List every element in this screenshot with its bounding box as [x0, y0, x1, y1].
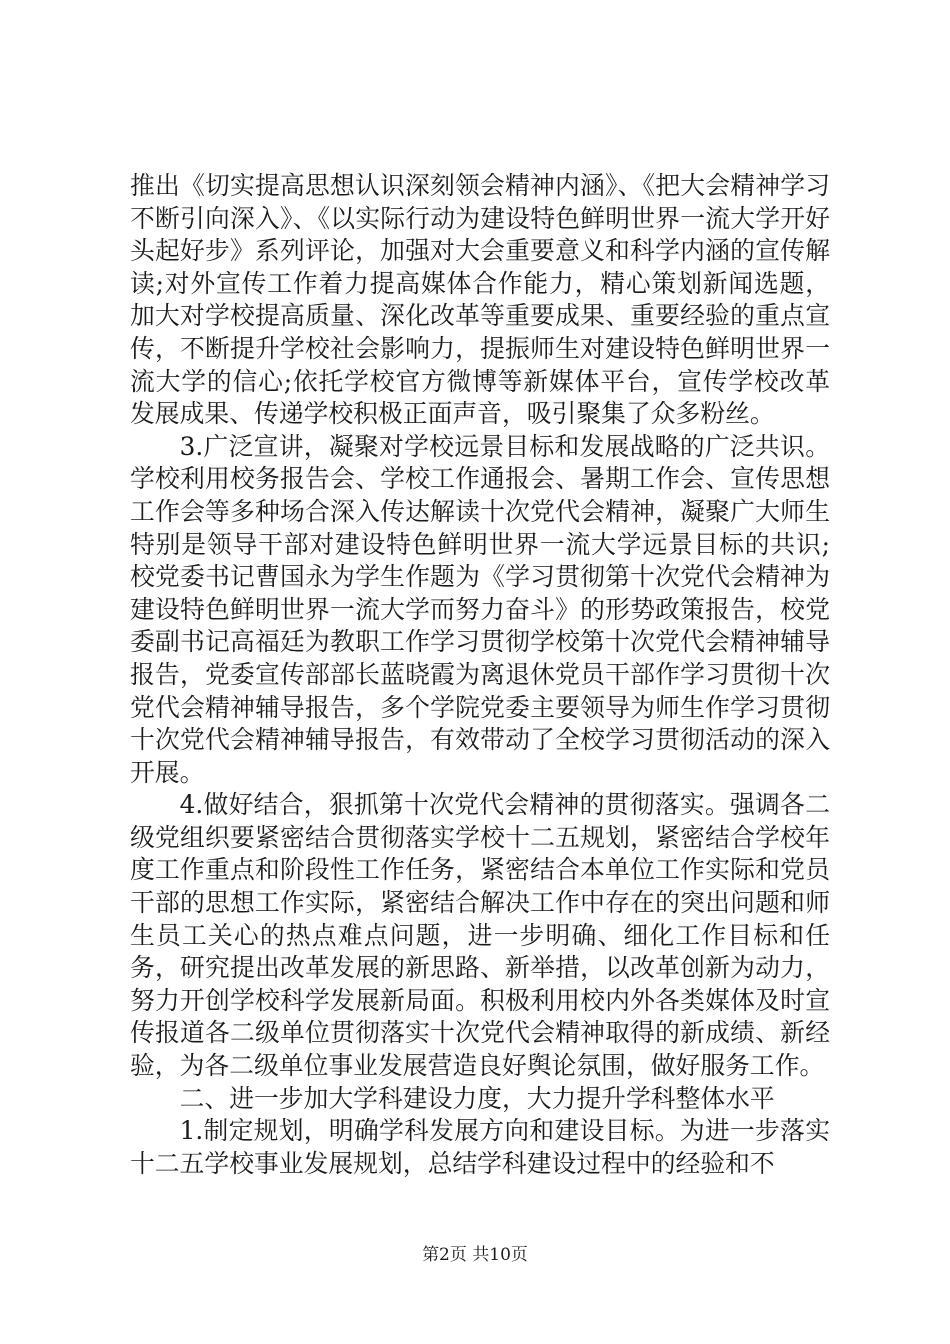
paragraph-item-1: 1.制定规划，明确学科发展方向和建设目标。为进一步落实十二五学校事业发展规划，总结学科建设过程中的经验和不 — [130, 1116, 830, 1178]
page-footer: 第2页 共10页 — [422, 1245, 528, 1265]
paragraph-continuation: 推出《切实提高思想认识深刻领会精神内涵》、《把大会精神学习不断引向深入》、《以实际行动为建设特色鲜明世界一流大学开好头起好步》系列评论，加强对大会重要意义和科学内涵的宣传解读;对外宣传工作着力提高媒体合作能力，精心策划新闻选题，加大对学校提高质量、深化改革等重要成果、重要经验的重点宣传，不断提升学校社会影响力，提振师生对建设特色鲜明世界一流大学的信心;依托学校官方微博等新媒体平台，宣传学校改革发展成果、传递学校积极正面声音，吸引聚集了众多粉丝。 — [130, 171, 830, 429]
document-body — [130, 170, 830, 1180]
paragraph-item-3: 3.广泛宣讲，凝聚对学校远景目标和发展战略的广泛共识。学校利用校务报告会、学校工作通报会、暑期工作会、宣传思想工作会等多种场合深入传达解读十次党代会精神，凝聚广大师生特别是领导干部对建设特色鲜明世界一流大学远景目标的共识;校党委书记曹国永为学生作题为《学习贯彻第十次党代会精神为建设特色鲜明世界一流大学而努力奋斗》的形势政策报告，校党委副书记高福廷为教职工作学习贯彻学校第十次党代会精神辅导报告，党委宣传部部长蓝晓霞为离退休党员干部作学习贯彻十次党代会精神辅导报告，多个学院党委主要领导为师生作学习贯彻十次党代会精神辅导报告，有效带动了全校学习贯彻活动的深入开展。 — [130, 431, 830, 787]
paragraph-item-4: 4.做好结合，狠抓第十次党代会精神的贯彻落实。强调各二级党组织要紧密结合贯彻落实学校十二五规划，紧密结合学校年度工作重点和阶段性工作任务，紧密结合本单位工作实际和党员干部的思想工作实际，紧密结合解决工作中存在的突出问题和师生员工关心的热点难点问题，进一步明确、细化工作目标和任务，研究提出改革发展的新思路、新举措，以改革创新为动力，努力开创学校科学发展新局面。积极利用校内外各类媒体及时宣传报道各二级单位贯彻落实十次党代会精神取得的新成绩、新经验，为各二级单位事业发展营造良好舆论氛围，做好服务工作。 — [130, 790, 830, 1081]
section-heading-2: 二、进一步加大学科建设力度，大力提升学科整体水平 — [179, 1083, 775, 1113]
